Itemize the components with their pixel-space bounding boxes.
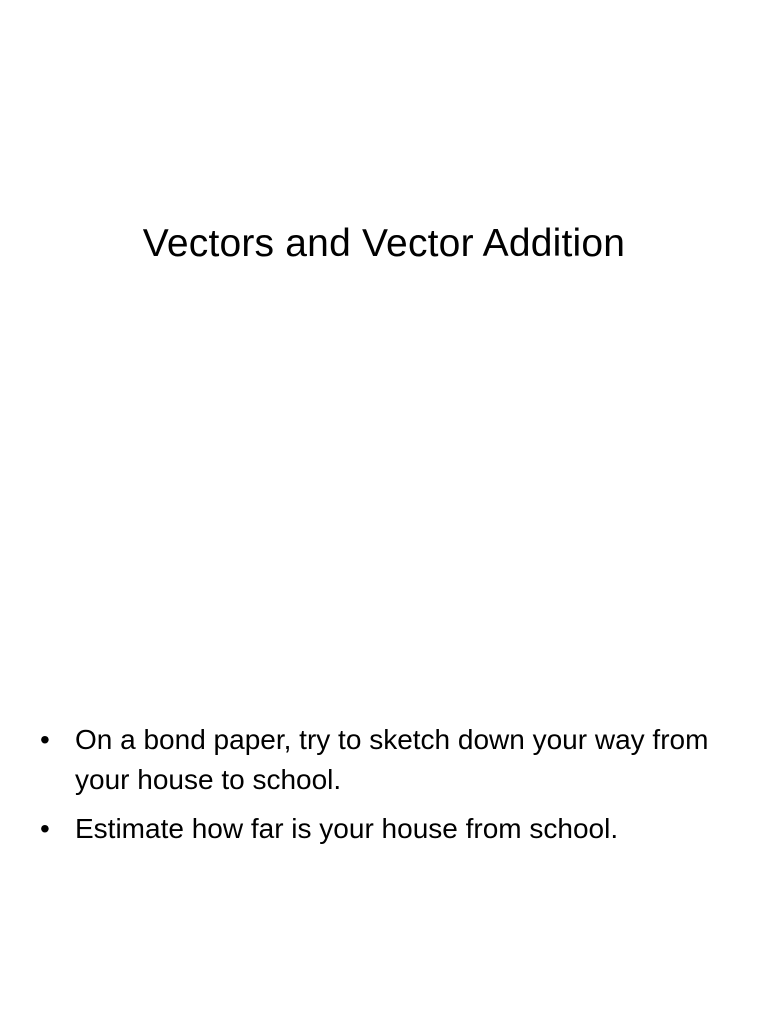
bullet-text: On a bond paper, try to sketch down your way from your house to school. <box>75 724 709 795</box>
bullet-text: Estimate how far is your house from school. <box>75 813 619 844</box>
bullet-item <box>40 720 740 800</box>
bullet-dot-icon: • <box>40 724 50 755</box>
bullet-list <box>40 720 740 858</box>
bullet-dot-icon: • <box>40 813 50 844</box>
slide-title: Vectors and Vector Addition <box>142 222 626 265</box>
bullet-item <box>40 809 740 849</box>
